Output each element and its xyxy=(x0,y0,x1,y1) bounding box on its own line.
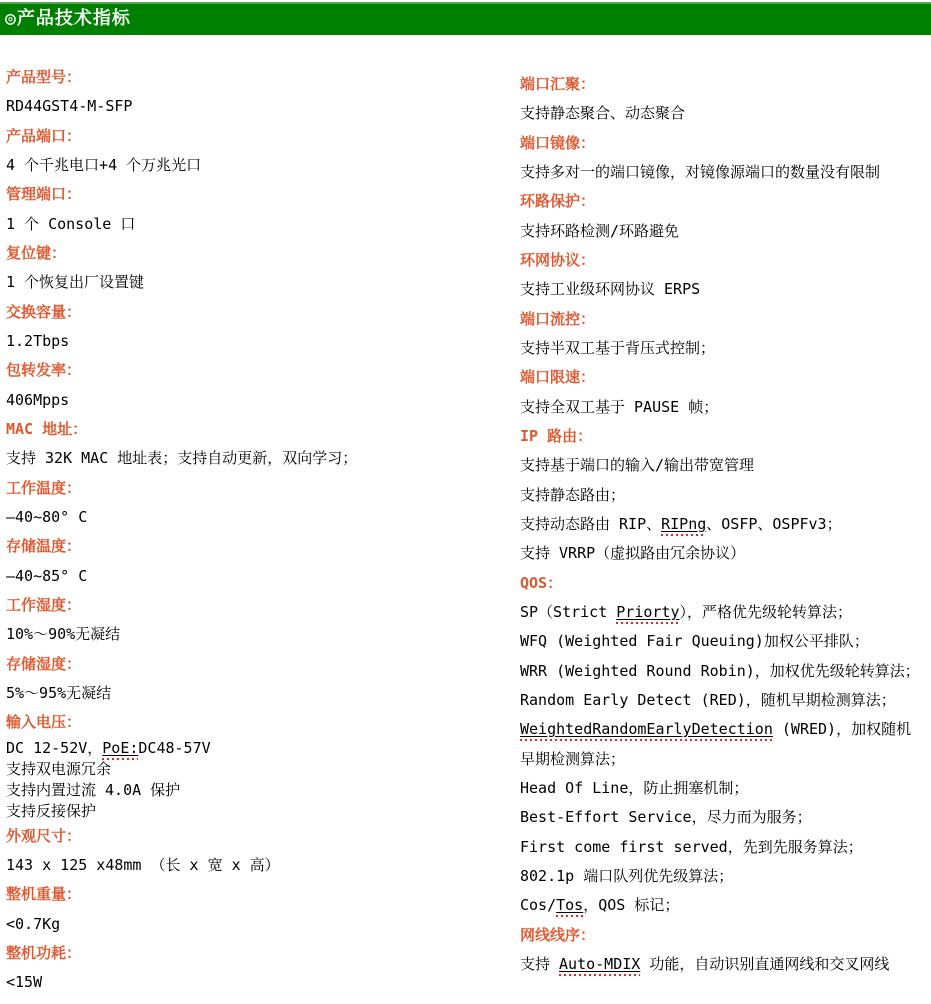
section-title: 环路保护： xyxy=(520,192,596,211)
spec-text: 支持双电源冗余 xyxy=(6,759,112,778)
spec-line xyxy=(520,158,920,187)
spec-text: 支持静态聚合、动态聚合 xyxy=(520,104,686,123)
spec-line xyxy=(6,738,520,759)
spec-section xyxy=(520,569,920,921)
section-title: 交换容量： xyxy=(6,302,82,321)
spec-text: 功能，自动识别直通网线和交叉网线 xyxy=(640,954,890,973)
spec-section xyxy=(520,187,920,246)
spec-text: 143 x 125 x48mm （长 x 宽 x 高） xyxy=(6,855,280,874)
marked-term: RIPng xyxy=(661,514,707,533)
section-title: MAC 地址： xyxy=(6,419,88,438)
spec-section xyxy=(6,180,520,239)
spec-text: DC48-57V xyxy=(138,738,211,757)
spec-text: 1 个恢复出厂设置键 xyxy=(6,273,145,292)
spec-text: ），严格优先级轮转算法； xyxy=(679,602,853,621)
spec-line xyxy=(6,968,520,997)
spec-content xyxy=(0,35,931,998)
spec-text: 支持全双工基于 PAUSE 帧； xyxy=(520,397,719,416)
spec-line xyxy=(520,217,920,246)
spec-text: 5%～95%无凝结 xyxy=(6,683,112,702)
spec-section xyxy=(6,239,520,298)
spec-section xyxy=(520,363,920,422)
section-title: 存储湿度： xyxy=(6,654,82,673)
spec-line xyxy=(520,803,920,832)
spec-line xyxy=(520,657,920,686)
spec-text: 支持反接保护 xyxy=(6,801,97,820)
spec-text: Best-Effort Service，尽力而为服务； xyxy=(520,808,812,827)
spec-section xyxy=(520,921,920,980)
spec-section xyxy=(6,532,520,591)
marked-term: Priorty xyxy=(616,602,680,621)
section-title: QOS： xyxy=(520,573,563,592)
spec-text: 支持环路检测/环路避免 xyxy=(520,221,680,240)
spec-text: 、OSFP、OSPFv3； xyxy=(706,514,842,533)
spec-line xyxy=(6,503,520,532)
spec-text: 406Mpps xyxy=(6,390,70,409)
spec-line xyxy=(520,481,920,510)
spec-section xyxy=(520,305,920,364)
spec-text: 支持 32K MAC 地址表；支持自动更新，双向学习； xyxy=(6,449,358,468)
spec-line xyxy=(520,334,920,363)
spec-text: 1.2Tbps xyxy=(6,331,70,350)
section-title: 工作温度： xyxy=(6,478,82,497)
spec-section xyxy=(6,822,520,881)
spec-text: 支持 VRRP（虚拟路由冗余协议） xyxy=(520,544,746,563)
spec-line xyxy=(6,780,520,801)
section-title: 端口流控： xyxy=(520,309,596,328)
spec-text: <0.7Kg xyxy=(6,914,61,933)
spec-line xyxy=(520,99,920,128)
spec-text: Random Early Detect (RED)，随机早期检测算法； xyxy=(520,690,896,709)
spec-section xyxy=(520,422,920,569)
spec-line xyxy=(6,210,520,239)
spec-section xyxy=(6,650,520,709)
spec-text: 支持多对一的端口镜像，对镜像源端口的数量没有限制 xyxy=(520,162,881,181)
section-title: 存储温度： xyxy=(6,537,82,556)
section-title: 端口汇聚： xyxy=(520,75,596,93)
spec-line xyxy=(520,627,920,656)
spec-text: 支持基于端口的输入/输出带宽管理 xyxy=(520,456,755,475)
spec-text: SP（Strict xyxy=(520,602,617,621)
marked-term: WeightedRandomEarlyDetection xyxy=(520,720,773,739)
spec-line xyxy=(520,393,920,422)
spec-section xyxy=(6,63,520,122)
spec-text: —40~85° C xyxy=(6,566,88,585)
spec-text: <15W xyxy=(6,973,43,992)
section-title: 端口限速： xyxy=(520,368,596,387)
section-title: 输入电压： xyxy=(6,713,82,732)
spec-line xyxy=(520,451,920,480)
marked-term: PoE: xyxy=(102,738,139,757)
spec-line xyxy=(6,92,520,121)
spec-line xyxy=(520,275,920,304)
section-title: 整机重量： xyxy=(6,885,82,904)
spec-text: 802.1p 端口队列优先级算法； xyxy=(520,866,734,885)
spec-text: WRR (Weighted Round Robin)，加权优先级轮转算法； xyxy=(520,661,920,680)
spec-line xyxy=(520,539,920,568)
spec-line xyxy=(6,620,520,649)
spec-line xyxy=(520,862,920,891)
spec-text: 支持半双工基于背压式控制； xyxy=(520,338,716,357)
spec-text: Head Of Line，防止拥塞机制； xyxy=(520,778,749,797)
spec-section xyxy=(520,70,920,129)
spec-section xyxy=(6,356,520,415)
spec-line xyxy=(520,833,920,862)
spec-line xyxy=(6,151,520,180)
spec-text: 支持 xyxy=(520,954,560,973)
spec-section xyxy=(520,246,920,305)
page-title-bar xyxy=(0,2,931,35)
spec-section xyxy=(6,708,520,821)
spec-section xyxy=(520,129,920,188)
spec-text: First come first served，先到先服务算法； xyxy=(520,837,863,856)
spec-section xyxy=(6,591,520,650)
spec-text: 1 个 Console 口 xyxy=(6,214,136,233)
section-title: 工作湿度： xyxy=(6,595,82,614)
spec-line xyxy=(6,910,520,939)
spec-text: 支持工业级环网协议 ERPS xyxy=(520,280,701,299)
spec-section xyxy=(6,474,520,533)
spec-section xyxy=(6,939,520,998)
marked-term: Auto-MDIX xyxy=(559,954,641,973)
section-title: 网线线序： xyxy=(520,925,596,944)
spec-text: 4 个千兆电口+4 个万兆光口 xyxy=(6,155,202,174)
spec-line xyxy=(6,444,520,473)
spec-line xyxy=(520,686,920,715)
spec-line xyxy=(6,679,520,708)
spec-line xyxy=(520,774,920,803)
spec-text: DC 12-52V， xyxy=(6,738,103,757)
spec-line xyxy=(6,268,520,297)
spec-section xyxy=(6,298,520,357)
section-title: 端口镜像： xyxy=(520,133,596,152)
spec-line xyxy=(6,759,520,780)
spec-line xyxy=(6,562,520,591)
spec-line xyxy=(520,950,920,979)
spec-section xyxy=(6,415,520,474)
spec-line xyxy=(6,386,520,415)
page-title: ◎产品技术指标 xyxy=(5,8,131,29)
section-title: 复位键： xyxy=(6,243,67,262)
spec-section xyxy=(6,880,520,939)
section-title: 环网协议： xyxy=(520,250,596,269)
spec-line xyxy=(6,801,520,822)
spec-line xyxy=(6,851,520,880)
spec-text: 支持内置过流 4.0A 保护 xyxy=(6,780,181,799)
spec-line xyxy=(520,598,920,627)
spec-text: (WRED)，加权随机早期检测算法； xyxy=(520,720,912,768)
spec-text: 支持静态路由； xyxy=(520,485,626,504)
spec-text: WFQ (Weighted Fair Queuing)加权公平排队； xyxy=(520,632,869,651)
section-title: 产品型号： xyxy=(6,68,82,86)
marked-term: Tos xyxy=(556,896,584,915)
spec-line xyxy=(520,891,920,920)
column-left xyxy=(0,35,520,998)
section-title: 包转发率： xyxy=(6,361,82,380)
spec-line xyxy=(6,327,520,356)
spec-line xyxy=(520,510,920,539)
spec-text: —40~80° C xyxy=(6,507,88,526)
spec-section xyxy=(6,122,520,181)
section-title: IP 路由： xyxy=(520,426,593,445)
spec-text: 支持动态路由 RIP、 xyxy=(520,514,662,533)
spec-text: RD44GST4-M-SFP xyxy=(6,97,133,116)
column-right xyxy=(520,35,920,979)
spec-text: ，QOS 标记； xyxy=(583,896,680,915)
section-title: 整机功耗： xyxy=(6,943,82,962)
spec-text: Cos/ xyxy=(520,896,557,915)
section-title: 外观尺寸： xyxy=(6,826,82,845)
spec-line xyxy=(520,715,920,774)
section-title: 管理端口： xyxy=(6,185,82,204)
spec-text: 10%～90%无凝结 xyxy=(6,625,121,644)
section-title: 产品端口： xyxy=(6,126,82,145)
